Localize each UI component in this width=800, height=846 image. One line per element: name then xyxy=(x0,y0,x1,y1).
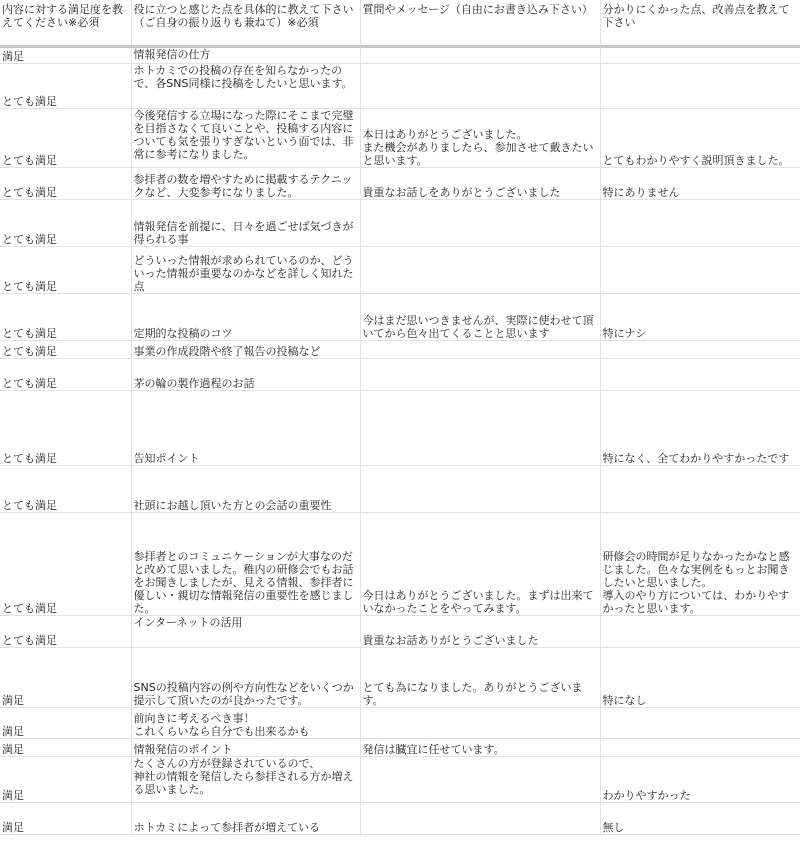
cell-useful[interactable]: 定期的な投稿のコツ xyxy=(131,294,360,341)
table-row xyxy=(0,341,800,359)
cell-message[interactable]: 貴重なお話しをありがとうございました xyxy=(360,168,600,200)
cell-useful[interactable]: インターネットの活用 xyxy=(131,616,360,648)
cell-message[interactable]: 今日はありがとうございました。まずは出来ていなかったことをやってみます。 xyxy=(360,513,600,616)
table-row xyxy=(0,513,800,616)
table-row xyxy=(0,168,800,200)
cell-improve[interactable]: 無し xyxy=(600,803,800,835)
cell-satisfaction[interactable]: とても満足 xyxy=(0,247,131,294)
table-row xyxy=(0,109,800,168)
table-row xyxy=(0,757,800,803)
cell-improve[interactable]: 特にナシ xyxy=(600,294,800,341)
cell-satisfaction[interactable]: 満足 xyxy=(0,757,131,803)
cell-message[interactable] xyxy=(360,803,600,835)
cell-improve[interactable] xyxy=(600,341,800,359)
table-row xyxy=(0,200,800,247)
table-row xyxy=(0,359,800,391)
cell-improve[interactable]: 特になし xyxy=(600,648,800,708)
cell-useful[interactable]: 情報発信のポイント xyxy=(131,739,360,757)
cell-message[interactable] xyxy=(360,64,600,109)
cell-improve[interactable] xyxy=(600,47,800,64)
cell-satisfaction[interactable]: 満足 xyxy=(0,648,131,708)
header-improvements[interactable]: 分かりにくかった点、改善点を教えて下さい xyxy=(600,0,800,47)
cell-satisfaction[interactable]: 満足 xyxy=(0,739,131,757)
cell-message[interactable] xyxy=(360,47,600,64)
cell-useful[interactable]: 茅の輪の製作過程のお話 xyxy=(131,359,360,391)
cell-improve[interactable] xyxy=(600,64,800,109)
cell-message[interactable]: 発信は臓宜に任せています。 xyxy=(360,739,600,757)
cell-message[interactable] xyxy=(360,359,600,391)
cell-satisfaction[interactable]: とても満足 xyxy=(0,359,131,391)
cell-useful[interactable]: 事業の作成段階や終了報告の投稿など xyxy=(131,341,360,359)
cell-message[interactable]: とても為になりました。ありがとうございます。 xyxy=(360,648,600,708)
header-useful-points[interactable]: 役に立つと感じた点を具体的に教えて下さい（ご自身の振り返りも兼ねて）※必須 xyxy=(131,0,360,47)
table-row xyxy=(0,247,800,294)
cell-useful[interactable]: 告知ポイント xyxy=(131,391,360,466)
cell-improve[interactable] xyxy=(600,359,800,391)
cell-satisfaction[interactable]: とても満足 xyxy=(0,294,131,341)
cell-improve[interactable]: 特になく、全てわかりやすかったです xyxy=(600,391,800,466)
header-questions-messages[interactable]: 質問やメッセージ（自由にお書き込み下さい） xyxy=(360,0,600,47)
table-row xyxy=(0,708,800,739)
cell-useful[interactable]: 情報発信の仕方 xyxy=(131,47,360,64)
cell-satisfaction[interactable]: とても満足 xyxy=(0,109,131,168)
cell-message[interactable] xyxy=(360,466,600,513)
cell-improve[interactable]: 研修会の時間が足りなかったかなと感じました。色々な実例をもっとお聞きしたいと思いました。 導入のやり方については、わかりやすかったと思います。 xyxy=(600,513,800,616)
cell-improve[interactable]: わかりやすかった xyxy=(600,757,800,803)
header-row xyxy=(0,0,800,47)
header-satisfaction[interactable]: 内容に対する満足度を教えてください※必須 xyxy=(0,0,131,47)
cell-improve[interactable]: とてもわかりやすく説明頂きました。 xyxy=(600,109,800,168)
cell-useful[interactable]: 社頭にお越し頂いた方との会話の重要性 xyxy=(131,466,360,513)
table-row xyxy=(0,47,800,64)
cell-useful[interactable]: 参拝者の数を増やすために掲載するテクニックなど、大変参考になりました。 xyxy=(131,168,360,200)
cell-message[interactable]: 本日はありがとうございました。 また機会がありましたら、参加させて戴きたいと思います。 xyxy=(360,109,600,168)
table-row xyxy=(0,466,800,513)
cell-satisfaction[interactable]: とても満足 xyxy=(0,200,131,247)
cell-improve[interactable] xyxy=(600,247,800,294)
cell-improve[interactable] xyxy=(600,200,800,247)
cell-satisfaction[interactable]: 満足 xyxy=(0,708,131,739)
cell-improve[interactable] xyxy=(600,466,800,513)
cell-useful[interactable]: ホトカミによって参拝者が増えている xyxy=(131,803,360,835)
cell-useful[interactable]: たくさんの方が登録されているので、 神社の情報を発信したら参拝される方か増える思いました。 xyxy=(131,757,360,803)
cell-message[interactable] xyxy=(360,247,600,294)
cell-useful[interactable]: 前向きに考えるべき事！ これくらいなら自分でも出来るかも xyxy=(131,708,360,739)
table-row xyxy=(0,391,800,466)
cell-satisfaction[interactable]: 満足 xyxy=(0,47,131,64)
cell-useful[interactable]: 参拝者とのコミュニケーションが大事なのだと改めて思いました。稚内の研修会でもお話をお聞きしましたが、見える情報、参拝者に優しい・親切な情報発信の重要性を感じました。 xyxy=(131,513,360,616)
table-row xyxy=(0,739,800,757)
cell-improve[interactable] xyxy=(600,616,800,648)
cell-improve[interactable] xyxy=(600,739,800,757)
cell-message[interactable] xyxy=(360,757,600,803)
cell-satisfaction[interactable]: とても満足 xyxy=(0,391,131,466)
cell-improve[interactable] xyxy=(600,708,800,739)
cell-useful[interactable]: SNSの投稿内容の例や方向性などをいくつか提示して頂いたのが良かったです。 xyxy=(131,648,360,708)
cell-message[interactable] xyxy=(360,200,600,247)
table-row xyxy=(0,64,800,109)
table-row xyxy=(0,294,800,341)
cell-satisfaction[interactable]: 満足 xyxy=(0,803,131,835)
cell-useful[interactable]: 情報発信を前提に、日々を過ごせば気づきが得られる事 xyxy=(131,200,360,247)
cell-improve[interactable]: 特にありません xyxy=(600,168,800,200)
cell-satisfaction[interactable]: とても満足 xyxy=(0,616,131,648)
cell-message[interactable] xyxy=(360,341,600,359)
table-row xyxy=(0,803,800,835)
cell-message[interactable]: 今はまだ思いつきませんが、実際に使わせて頂いてから色々出てくることと思います xyxy=(360,294,600,341)
cell-satisfaction[interactable]: とても満足 xyxy=(0,168,131,200)
cell-satisfaction[interactable]: とても満足 xyxy=(0,513,131,616)
table-row xyxy=(0,648,800,708)
cell-message[interactable] xyxy=(360,391,600,466)
cell-satisfaction[interactable]: とても満足 xyxy=(0,466,131,513)
cell-useful[interactable]: 今後発信する立場になった際にそこまで完璧を目指さなくて良いことや、投稿する内容についても気を張りすぎないという面では、非常に参考になりました。 xyxy=(131,109,360,168)
cell-message[interactable]: 貴重なお話ありがとうございました xyxy=(360,616,600,648)
cell-satisfaction[interactable]: とても満足 xyxy=(0,64,131,109)
cell-message[interactable] xyxy=(360,708,600,739)
cell-useful[interactable]: ホトカミでの投稿の存在を知らなかったので、各SNS同様に投稿をしたいと思います。 xyxy=(131,64,360,109)
table-row xyxy=(0,616,800,648)
cell-satisfaction[interactable]: とても満足 xyxy=(0,341,131,359)
cell-useful[interactable]: どういった情報が求められているのか、どういった情報が重要なのかなどを詳しく知れた点 xyxy=(131,247,360,294)
